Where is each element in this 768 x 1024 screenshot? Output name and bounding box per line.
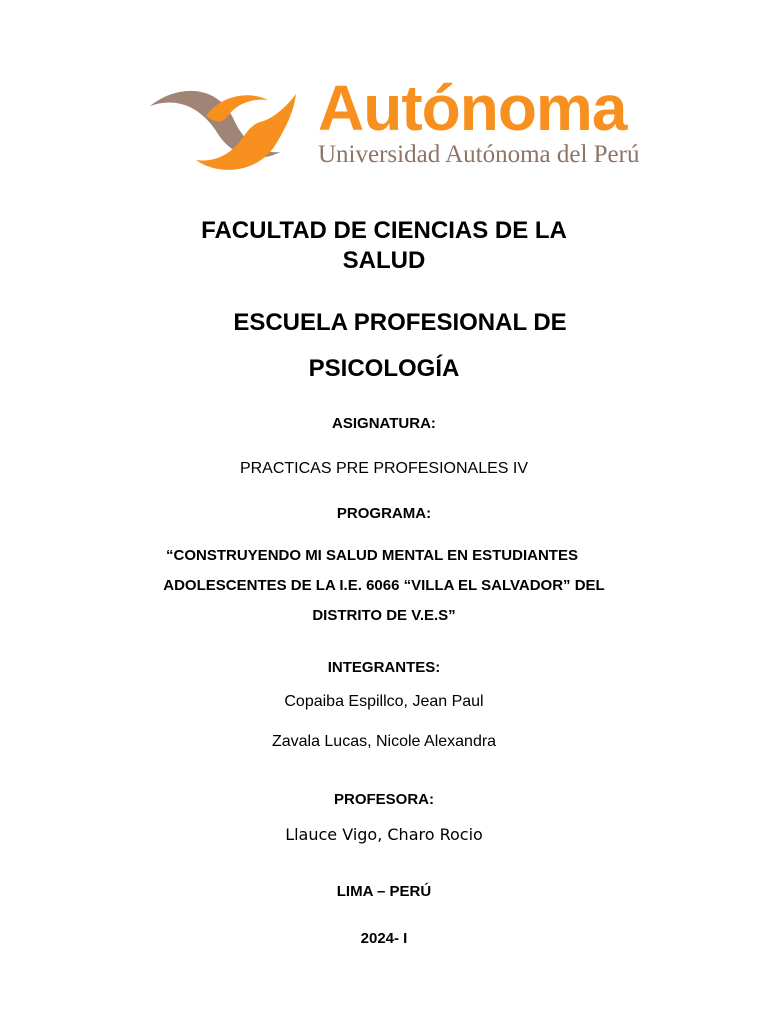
program-label: PROGRAMA: [336,505,432,522]
subject-label: ASIGNATURA: [332,415,436,432]
members-label: INTEGRANTES: [327,659,441,676]
academic-period: 2024- I [360,930,408,947]
member-name: Copaiba Espillco, Jean Paul [284,693,484,710]
teacher-label: PROFESORA: [333,791,434,808]
logo-wordmark: Autónoma [318,72,627,144]
subject-value: PRACTICAS PRE PROFESIONALES IV [239,460,529,477]
university-logo [148,72,640,180]
member-name: Zavala Lucas, Nicole Alexandra [271,733,497,750]
logo-subtitle: Universidad Autónoma del Perú [318,141,640,168]
autonoma-logo-mark-icon [148,86,298,170]
program-title-line1: “CONSTRUYENDO MI SALUD MENTAL EN ESTUDIANTES [166,547,578,564]
teacher-name: Llauce Vigo, Charo Rocio [285,825,483,844]
school-title-line2: PSICOLOGÍA [308,355,460,382]
location: LIMA – PERÚ [336,883,432,900]
school-title-line1: ESCUELA PROFESIONAL DE [233,309,567,336]
program-title-line2: ADOLESCENTES DE LA I.E. 6066 “VILLA EL SALVADOR” DEL [163,577,605,594]
program-title-line3: DISTRITO DE V.E.S” [312,607,456,624]
faculty-title-line1: FACULTAD DE CIENCIAS DE LA [201,217,567,244]
faculty-title-line2: SALUD [342,247,426,274]
